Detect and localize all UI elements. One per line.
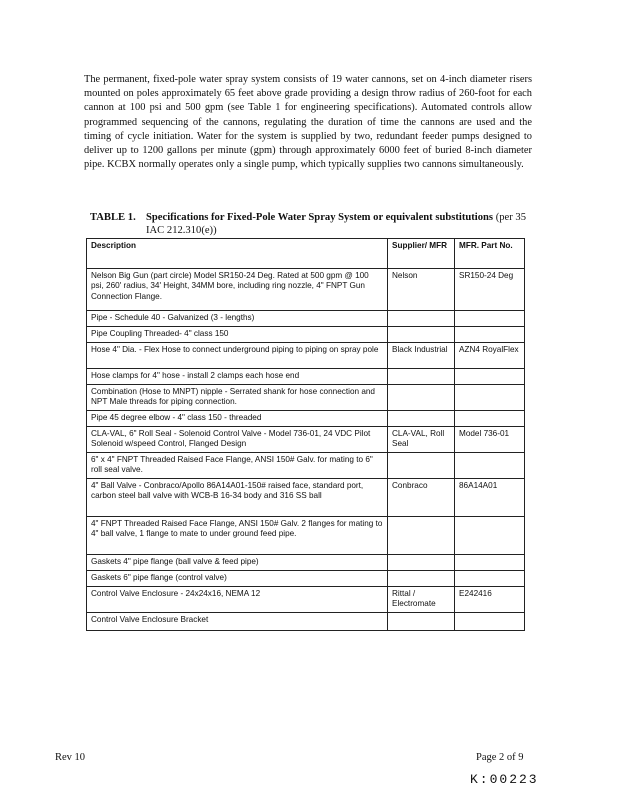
cell-supplier [388,571,455,587]
cell-description: Gaskets 4" pipe flange (ball valve & feed pipe) [87,555,388,571]
cell-description: 4" FNPT Threaded Raised Face Flange, ANSI 150# Galv. 2 flanges for mating to 4" ball valve, 1 flange to mate to under ground feed pipe. [87,517,388,555]
cell-supplier: Nelson [388,269,455,311]
cell-part-number [455,369,525,385]
cell-part-number [455,555,525,571]
cell-part-number [455,327,525,343]
cell-part-number [455,385,525,411]
specifications-table [86,238,525,631]
cell-supplier: Conbraco [388,479,455,517]
header-part-number: MFR. Part No. [455,239,525,269]
cell-supplier [388,555,455,571]
table-row [87,311,525,327]
cell-part-number: SR150-24 Deg [455,269,525,311]
cell-supplier [388,613,455,631]
table-caption-title-text: Specifications for Fixed-Pole Water Spray System or equivalent substitutions [146,212,494,223]
cell-supplier: Rittal / Electromate [388,587,455,613]
cell-description: Control Valve Enclosure - 24x24x16, NEMA 12 [87,587,388,613]
table-row [87,587,525,613]
cell-description: Pipe 45 degree elbow - 4" class 150 - threaded [87,411,388,427]
cell-description: 4" Ball Valve - Conbraco/Apollo 86A14A01-150# raised face, standard port, carbon steel ball valve with WCB-B 16-34 body and 316 SS ball [87,479,388,517]
cell-supplier [388,453,455,479]
table-row [87,427,525,453]
cell-description: Hose clamps for 4" hose - install 2 clamps each hose end [87,369,388,385]
cell-part-number [455,411,525,427]
header-supplier: Supplier/ MFR [388,239,455,269]
table-row [87,517,525,555]
cell-part-number [455,571,525,587]
table-header-row [87,239,525,269]
table-row [87,269,525,311]
table-row [87,613,525,631]
bates-number: K:00223 [470,772,539,787]
page-number: Page 2 of 9 [476,752,524,763]
cell-supplier: CLA-VAL, Roll Seal [388,427,455,453]
header-description: Description [87,239,388,269]
cell-supplier [388,517,455,555]
table-row [87,327,525,343]
table-caption-label: TABLE 1. [90,212,136,223]
table-row [87,343,525,369]
cell-supplier: Black Industrial [388,343,455,369]
cell-part-number: 86A14A01 [455,479,525,517]
cell-description: Hose 4" Dia. - Flex Hose to connect underground piping to piping on spray pole [87,343,388,369]
cell-part-number [455,517,525,555]
cell-supplier [388,411,455,427]
cell-description: Control Valve Enclosure Bracket [87,613,388,631]
table-row [87,411,525,427]
cell-description: Nelson Big Gun (part circle) Model SR150-24 Deg. Rated at 500 gpm @ 100 psi, 260' radius, 34' Height, 34MM bore, including ring nozzle, 4" FNPT Gun Connection Flange. [87,269,388,311]
cell-part-number [455,613,525,631]
cell-part-number: E242416 [455,587,525,613]
cell-supplier [388,369,455,385]
table-row [87,369,525,385]
cell-description: Combination (Hose to MNPT) nipple - Serrated shank for hose connection and NPT Male threads for piping connection. [87,385,388,411]
table-row [87,555,525,571]
cell-part-number [455,311,525,327]
cell-part-number: Model 736-01 [455,427,525,453]
table-row [87,571,525,587]
table-row [87,453,525,479]
cell-description: 6" x 4" FNPT Threaded Raised Face Flange, ANSI 150# Galv. for mating to 6" roll seal valve. [87,453,388,479]
cell-part-number [455,453,525,479]
table-row [87,479,525,517]
cell-part-number: AZN4 RoyalFlex [455,343,525,369]
intro-paragraph: The permanent, fixed-pole water spray system consists of 19 water cannons, set on 4-inch diameter risers mounted on poles approximately 65 feet above grade providing a design throw radius of 260-foot for each cannon at 100 psi and 500 gpm (see Table 1 for engineering specifications). Automated controls allow programmed sequencing of the cannons, regulating the duration of time the cannons are used and the timing of cycle initiation. Water for the system is supplied by two, redundant feeder pumps designed to deliver up to 1200 gallons per minute (gpm) through approximately 6000 feet of buried 8-inch diameter pipe. KCBX normally operates only a single pump, which typically supplies two cannons simultaneously. [84,74,532,171]
cell-description: Pipe Coupling Threaded- 4" class 150 [87,327,388,343]
cell-description: CLA-VAL, 6" Roll Seal - Solenoid Control Valve - Model 736-01, 24 VDC Pilot Solenoid w/speed Control, Flanged Design [87,427,388,453]
table-caption-title [146,211,526,237]
cell-supplier [388,311,455,327]
cell-supplier [388,385,455,411]
revision-label: Rev 10 [55,752,86,763]
table-caption-suffix: (per 35 IAC 212.310(e)) [146,212,527,236]
cell-description: Gaskets 6" pipe flange (control valve) [87,571,388,587]
cell-supplier [388,327,455,343]
cell-description: Pipe - Schedule 40 - Galvanized (3 - lengths) [87,311,388,327]
table-row [87,385,525,411]
